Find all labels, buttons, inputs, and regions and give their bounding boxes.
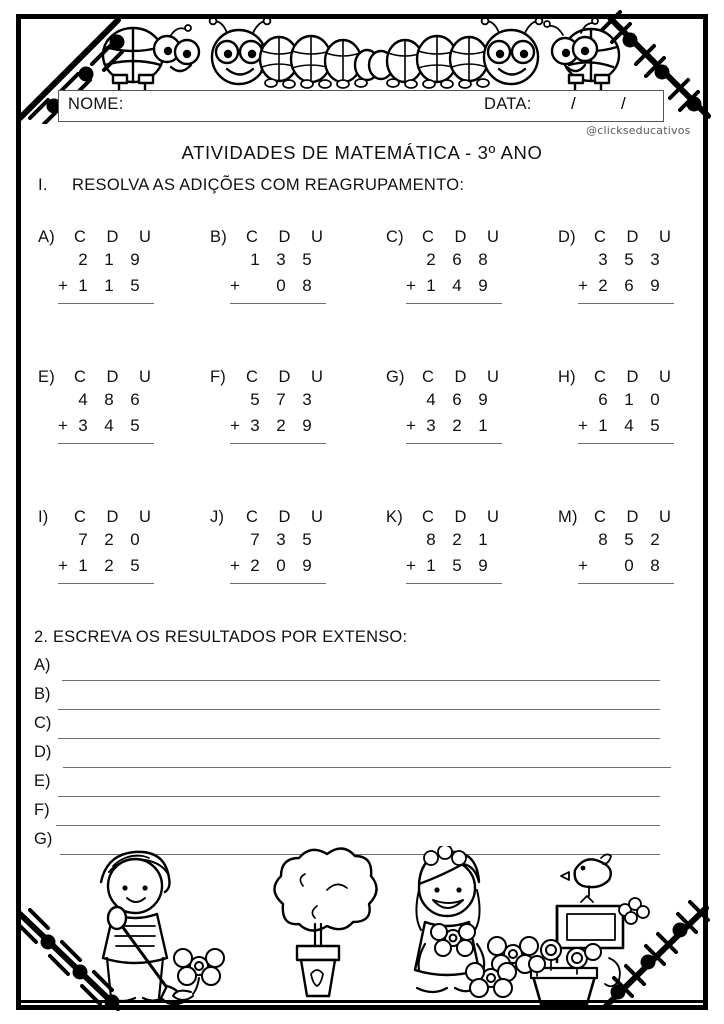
top-hundreds: 5 — [250, 390, 260, 409]
top-tens: 1 — [104, 250, 114, 269]
problem-m — [558, 508, 693, 584]
cdu-header: C D U — [74, 368, 159, 386]
plus-sign: + — [230, 276, 240, 295]
top-tens: 2 — [104, 530, 114, 549]
problem-label: I) — [38, 508, 49, 526]
bottom-hundreds: 2 — [598, 276, 608, 295]
problem-j — [210, 508, 345, 584]
bottom-hundreds: 1 — [598, 416, 608, 435]
plus-sign: + — [406, 416, 416, 435]
bottom-tens: 4 — [104, 416, 114, 435]
top-units: 1 — [478, 530, 488, 549]
answer-label: G) — [34, 830, 53, 848]
answer-label: C) — [34, 714, 52, 732]
top-tens: 1 — [624, 390, 634, 409]
plus-sign: + — [230, 556, 240, 575]
bottom-units: 8 — [302, 276, 312, 295]
bottom-hundreds: 3 — [78, 416, 88, 435]
date-slash-2: / — [621, 94, 626, 113]
plus-sign: + — [58, 556, 68, 575]
bottom-hundreds: 1 — [426, 556, 436, 575]
top-units: 5 — [302, 530, 312, 549]
bottom-tens: 4 — [624, 416, 634, 435]
top-hundreds: 2 — [78, 250, 88, 269]
problem-i — [38, 508, 173, 584]
top-units: 3 — [302, 390, 312, 409]
problem-label: B) — [210, 228, 227, 246]
bottom-units: 5 — [130, 276, 140, 295]
top-units: 6 — [130, 390, 140, 409]
problem-label: C) — [386, 228, 404, 246]
top-hundreds: 4 — [78, 390, 88, 409]
answer-lines-list — [34, 656, 684, 859]
cdu-header: C D U — [422, 228, 507, 246]
flowerpot-sign-bird-icon — [529, 854, 649, 1004]
cdu-header: C D U — [594, 368, 679, 386]
answer-row-c — [34, 714, 684, 743]
answer-row-b — [34, 685, 684, 714]
problem-label: K) — [386, 508, 403, 526]
section-1-instruction — [38, 176, 464, 195]
problem-h — [558, 368, 693, 444]
page-title: ATIVIDADES DE MATEMÁTICA - 3º ANO — [181, 142, 543, 163]
bottom-tens: 2 — [452, 416, 462, 435]
answer-input-e[interactable] — [58, 796, 660, 797]
top-tens: 6 — [452, 390, 462, 409]
problem-g — [386, 368, 521, 444]
bottom-units: 8 — [650, 556, 660, 575]
problem-label: M) — [558, 508, 578, 526]
bottom-tens: 6 — [624, 276, 634, 295]
bottom-divider — [21, 1000, 703, 1003]
data-label: DATA: — [484, 95, 532, 113]
top-units: 9 — [478, 390, 488, 409]
beetle-left-icon — [103, 25, 199, 90]
problem-row — [38, 368, 688, 508]
bottom-illustration — [21, 846, 703, 1006]
bottom-hundreds: 1 — [78, 556, 88, 575]
section-1-text: RESOLVA AS ADIÇÕES COM REAGRUPAMENTO: — [72, 176, 465, 194]
top-tens: 6 — [452, 250, 462, 269]
bottom-units: 1 — [478, 416, 488, 435]
top-units: 3 — [650, 250, 660, 269]
cdu-header: C D U — [74, 508, 159, 526]
bottom-units: 9 — [302, 556, 312, 575]
problem-row — [38, 508, 688, 648]
bottom-tens: 1 — [104, 276, 114, 295]
answer-row-a — [34, 656, 684, 685]
bottom-tens: 2 — [276, 416, 286, 435]
top-hundreds: 4 — [426, 390, 436, 409]
ladybug-right-icon — [544, 19, 619, 90]
problem-label: A) — [38, 228, 55, 246]
answer-row-e — [34, 772, 684, 801]
bottom-hundreds: 3 — [250, 416, 260, 435]
bottom-units: 9 — [302, 416, 312, 435]
cdu-header: C D U — [422, 368, 507, 386]
bottom-units: 5 — [130, 416, 140, 435]
top-hundreds: 7 — [250, 530, 260, 549]
top-tens: 8 — [104, 390, 114, 409]
girl-with-flowers-icon — [415, 846, 538, 997]
top-units: 5 — [302, 250, 312, 269]
bottom-hundreds: 2 — [250, 556, 260, 575]
problem-label: G) — [386, 368, 405, 386]
plus-sign: + — [578, 276, 588, 295]
top-hundreds: 8 — [598, 530, 608, 549]
problem-label: J) — [210, 508, 225, 526]
watermark: @clickseducativos — [586, 124, 691, 137]
plus-sign: + — [58, 276, 68, 295]
cdu-header: C D U — [246, 228, 331, 246]
bottom-tens: 0 — [276, 276, 286, 295]
answer-input-b[interactable] — [58, 709, 660, 710]
plus-sign: + — [578, 556, 588, 575]
problem-label: F) — [210, 368, 226, 386]
caterpillar-right-icon — [369, 19, 542, 88]
plus-sign: + — [58, 416, 68, 435]
top-tens: 7 — [276, 390, 286, 409]
cdu-header: C D U — [594, 228, 679, 246]
bottom-hundreds: 1 — [426, 276, 436, 295]
name-date-box — [58, 90, 664, 122]
top-hundreds: 1 — [250, 250, 260, 269]
bottom-hundreds: 1 — [78, 276, 88, 295]
problem-label: D) — [558, 228, 576, 246]
top-units: 9 — [130, 250, 140, 269]
answer-label: D) — [34, 743, 52, 761]
problem-k — [386, 508, 521, 584]
top-units: 0 — [130, 530, 140, 549]
bottom-tens: 2 — [104, 556, 114, 575]
top-border-illustration — [21, 19, 703, 91]
answer-row-f — [34, 801, 684, 830]
bottom-units: 9 — [478, 556, 488, 575]
bottom-units: 5 — [130, 556, 140, 575]
section-1-number: I. — [38, 176, 48, 194]
section-2-instruction: 2. ESCREVA OS RESULTADOS POR EXTENSO: — [34, 628, 408, 646]
top-hundreds: 3 — [598, 250, 608, 269]
top-units: 0 — [650, 390, 660, 409]
problem-label: H) — [558, 368, 576, 386]
top-hundreds: 6 — [598, 390, 608, 409]
plus-sign: + — [406, 556, 416, 575]
answer-input-f[interactable] — [56, 825, 660, 826]
answer-label: E) — [34, 772, 51, 790]
plus-sign: + — [578, 416, 588, 435]
problem-d — [558, 228, 693, 304]
problem-row — [38, 228, 688, 368]
potted-tree-icon — [274, 848, 376, 996]
top-units: 8 — [478, 250, 488, 269]
problem-c — [386, 228, 521, 304]
bottom-units: 5 — [650, 416, 660, 435]
cdu-header: C D U — [246, 368, 331, 386]
nome-label: NOME: — [68, 95, 124, 113]
plus-sign: + — [406, 276, 416, 295]
answer-input-d[interactable] — [63, 767, 671, 768]
date-slash-1: / — [571, 94, 576, 113]
cdu-header: C D U — [422, 508, 507, 526]
top-tens: 3 — [276, 250, 286, 269]
problem-f — [210, 368, 345, 444]
bottom-units: 9 — [478, 276, 488, 295]
bottom-hundreds: 3 — [426, 416, 436, 435]
answer-label: A) — [34, 656, 51, 674]
bottom-tens: 0 — [276, 556, 286, 575]
answer-input-c[interactable] — [58, 738, 660, 739]
bottom-tens: 0 — [624, 556, 634, 575]
bottom-tens: 5 — [452, 556, 462, 575]
answer-label: F) — [34, 801, 50, 819]
problem-b — [210, 228, 345, 304]
problem-e — [38, 368, 173, 444]
answer-input-a[interactable] — [62, 680, 660, 681]
problem-a — [38, 228, 173, 304]
cdu-header: C D U — [246, 508, 331, 526]
plus-sign: + — [230, 416, 240, 435]
cdu-header: C D U — [594, 508, 679, 526]
bottom-units: 9 — [650, 276, 660, 295]
top-tens: 2 — [452, 530, 462, 549]
bottom-tens: 4 — [452, 276, 462, 295]
top-tens: 3 — [276, 530, 286, 549]
top-tens: 5 — [624, 250, 634, 269]
boy-with-shovel-icon — [101, 852, 224, 1004]
top-tens: 5 — [624, 530, 634, 549]
top-hundreds: 2 — [426, 250, 436, 269]
problem-label: E) — [38, 368, 55, 386]
top-hundreds: 8 — [426, 530, 436, 549]
addition-problems-grid — [38, 228, 688, 648]
cdu-header: C D U — [74, 228, 159, 246]
answer-label: B) — [34, 685, 51, 703]
answer-row-d — [34, 743, 684, 772]
caterpillar-left-icon — [210, 19, 379, 88]
top-hundreds: 7 — [78, 530, 88, 549]
top-units: 2 — [650, 530, 660, 549]
